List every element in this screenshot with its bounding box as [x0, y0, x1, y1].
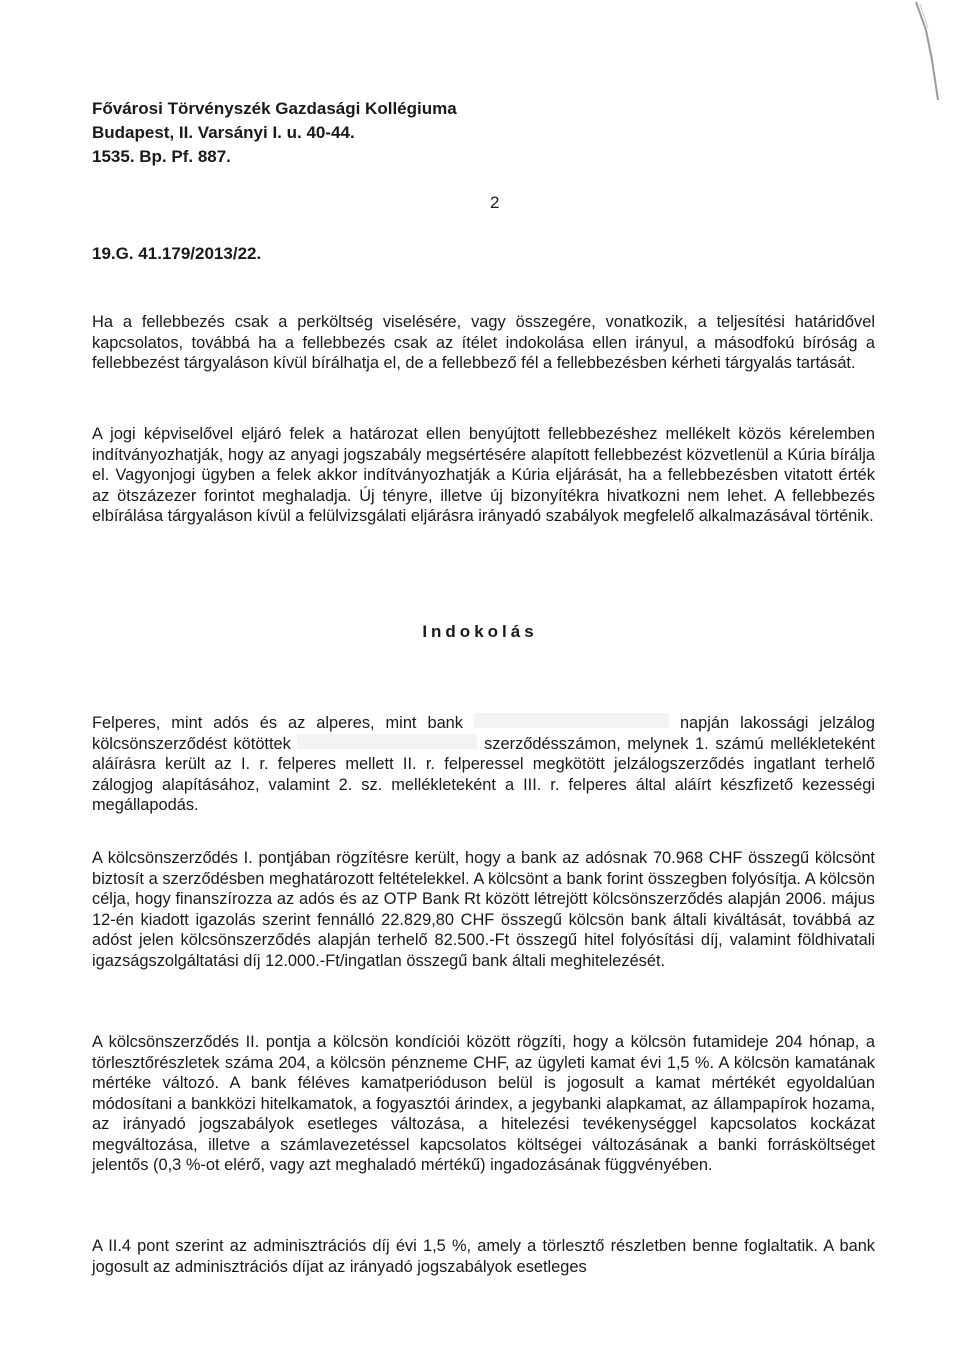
redacted-date — [474, 713, 669, 728]
redacted-contract-number — [297, 734, 477, 749]
contract-text-part-3: szerződésszámon, melynek 1. számú mellékleteként aláírásra került az I. r. felperes mellett II. r. felperessel megkötött jelzálogszerződés ingatlant terhelő zálogjog alapításához, valamint 2. sz. mellékleteként a III. r. felperes által aláírt készfizető kezességi megállapodás. — [92, 734, 875, 814]
paragraph-loan-terms: A kölcsönszerződés I. pontjában rögzítésre került, hogy a bank az adósnak 70.968 CHF összegű kölcsönt biztosít a szerződésben meghatározott feltételekkel. A kölcsönt a bank forint összegben folyósítja. A kölcsön célja, hogy finanszírozza az adós és az OTP Bank Rt között létrejött kölcsönszerződés alapján 2006. május 12-én kiadott igazolás szerint fennálló 22.829,80 CHF összegű kölcsön bank általi kiváltását, továbbá az adóst jelen kölcsönszerződés alapján terhelő 82.500.-Ft összegű hitel folyósítási díj, valamint földhivatali igazságszolgáltatási díj 12.000.-Ft/ingatlan összegű bank általi meghitelezését. — [92, 849, 875, 970]
court-postal-address: 1535. Bp. Pf. 887. — [92, 147, 231, 166]
contract-text-part-1: Felperes, mint adós és az alperes, mint bank — [92, 714, 463, 732]
scan-edge-mark — [912, 0, 942, 110]
paragraph-kuria-appeal: A jogi képviselővel eljáró felek a határozat ellen benyújtott fellebbezéshez mellékelt közös kérelemben indítványozhatják, hogy az anyagi jogszabály megsértésére alapított fellebbezést közvetlenül a Kúria bírálja el. Vagyonjogi ügyben a felek akkor indítványozhatják a Kúria eljárását, ha a fellebbezésben vitatott érték az ötszázezer forintot meghaladja. Új tényre, illetve új bizonyítékra hivatkozni nem lehet. A fellebbezés elbírálása tárgyaláson kívül a felülvizsgálati eljárásra irányadó szabályok megfelelő alkalmazásával történik. — [92, 425, 875, 525]
contract-text-part-2: napján lakossági jelzálog kölcsönszerződést kötöttek — [92, 714, 875, 753]
paragraph-contract-parties — [92, 713, 875, 816]
page-number: 2 — [490, 193, 500, 212]
court-address: Budapest, II. Varsányi I. u. 40-44. — [92, 123, 355, 142]
court-name: Fővárosi Törvényszék Gazdasági Kollégiuma — [92, 99, 457, 118]
case-number: 19.G. 41.179/2013/22. — [92, 244, 262, 263]
court-header — [92, 97, 457, 169]
paragraph-loan-conditions: A kölcsönszerződés II. pontja a kölcsön kondíciói között rögzíti, hogy a kölcsön futamideje 204 hónap, a törlesztőrészletek száma 204, a kölcsön pénzneme CHF, az ügyleti kamat évi 1,5 %. A kölcsön kamatának mértéke változó. A bank féléves kamatperióduson belül is jogosult a kamat mértékét egyoldalúan módosítani a bankközi hitelkamatok, a fogyasztói árindex, a jegybanki alapkamat, az állampapírok hozama, az irányadó jogszabályok esetleges változása, a hitelezési tevékenységgel kapcsolatos kockázat megváltozása, illetve a számlavezetéssel kapcsolatos költségei változásának a banki forrásköltséget jelentős (0,3 %-ot elérő, vagy azt meghaladó mértékű) ingadozásának függvényében. — [92, 1033, 875, 1174]
paragraph-appeal-hearing: Ha a fellebbezés csak a perköltség viselésére, vagy összegére, vonatkozik, a teljesítési határidővel kapcsolatos, továbbá ha a fellebbezés csak az ítélet indokolása ellen irányul, a másodfokú bíróság a fellebbezést tárgyaláson kívül bírálhatja el, de a fellebbező fél a fellebbezésben kérheti tárgyalás tartását. — [92, 313, 875, 372]
section-title: Indokolás — [422, 622, 538, 641]
paragraph-admin-fee: A II.4 pont szerint az adminisztrációs díj évi 1,5 %, amely a törlesztő részletben benne foglaltatik. A bank jogosult az adminisztrációs díjat az irányadó jogszabályok esetleges — [92, 1237, 875, 1276]
